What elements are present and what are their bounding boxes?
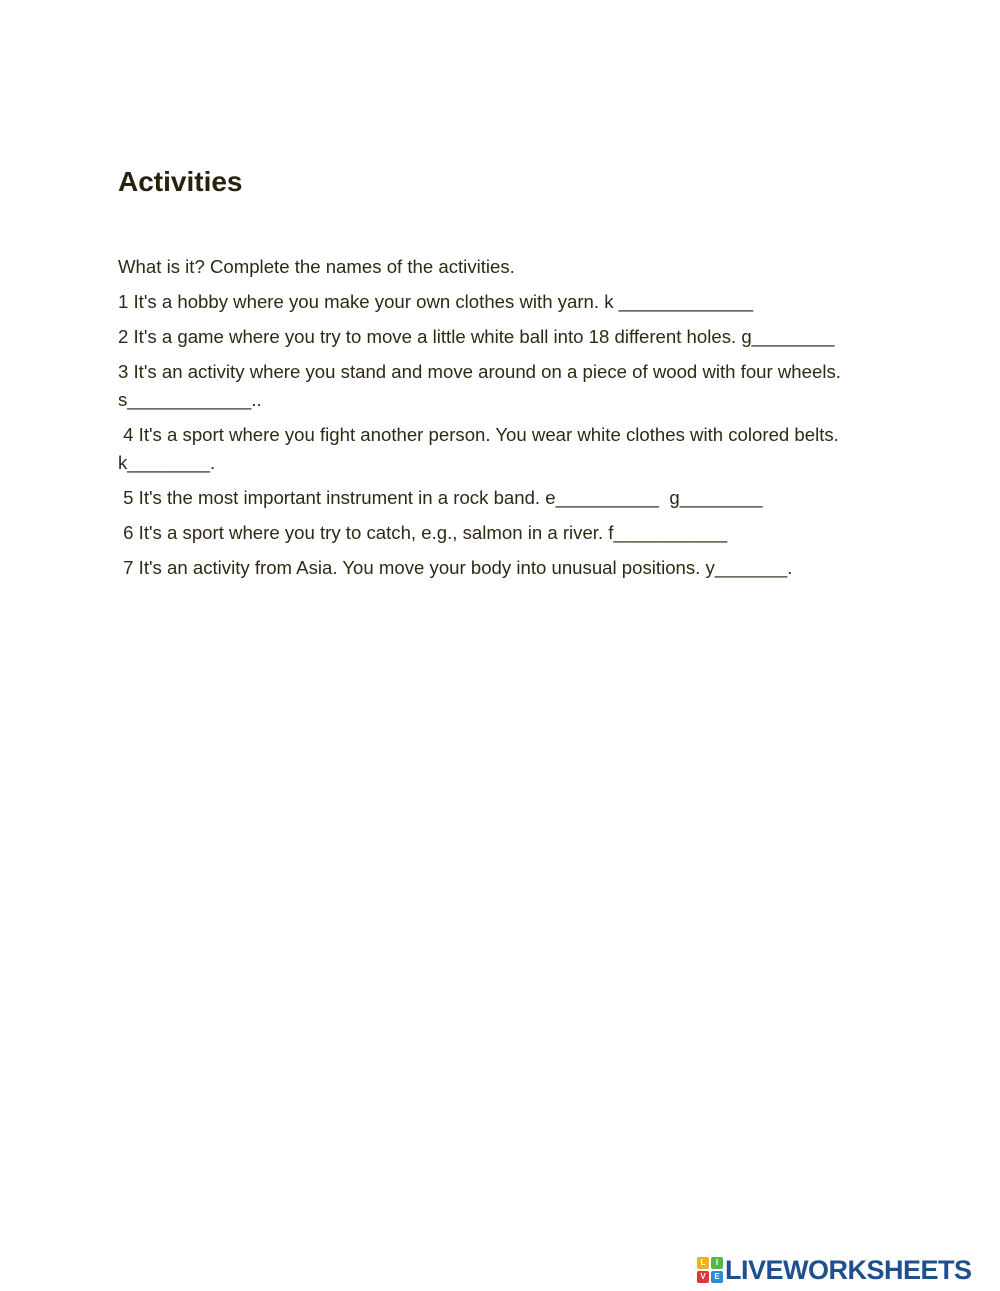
question-4-line-2: k________. [118,452,216,473]
question-7: 7 It's an activity from Asia. You move your body into unusual positions. y_______. [118,557,793,578]
question-3-line-2: s____________.. [118,389,262,410]
page-title: Activities [118,166,243,197]
logo-tile-v: V [697,1271,709,1283]
brand-name: LIVEWORKSHEETS [725,1254,972,1285]
question-4-line-1: 4 It's a sport where you fight another person. You wear white clothes with colored belts. [118,424,839,445]
liveworksheets-brand [697,1255,972,1285]
logo-tile-l: L [697,1257,709,1269]
logo-tile-e: E [711,1271,723,1283]
question-1: 1 It's a hobby where you make your own clothes with yarn. k _____________ [118,291,754,312]
question-5: 5 It's the most important instrument in a rock band. e__________ g________ [118,487,763,508]
question-2: 2 It's a game where you try to move a little white ball into 18 different holes. g________ [118,326,835,347]
instruction-text: What is it? Complete the names of the activities. [118,256,515,277]
question-3-line-1: 3 It's an activity where you stand and move around on a piece of wood with four wheels. [118,361,841,382]
liveworksheets-logo-icon [697,1257,723,1283]
question-6: 6 It's a sport where you try to catch, e.g., salmon in a river. f___________ [118,522,728,543]
logo-tile-i: I [711,1257,723,1269]
